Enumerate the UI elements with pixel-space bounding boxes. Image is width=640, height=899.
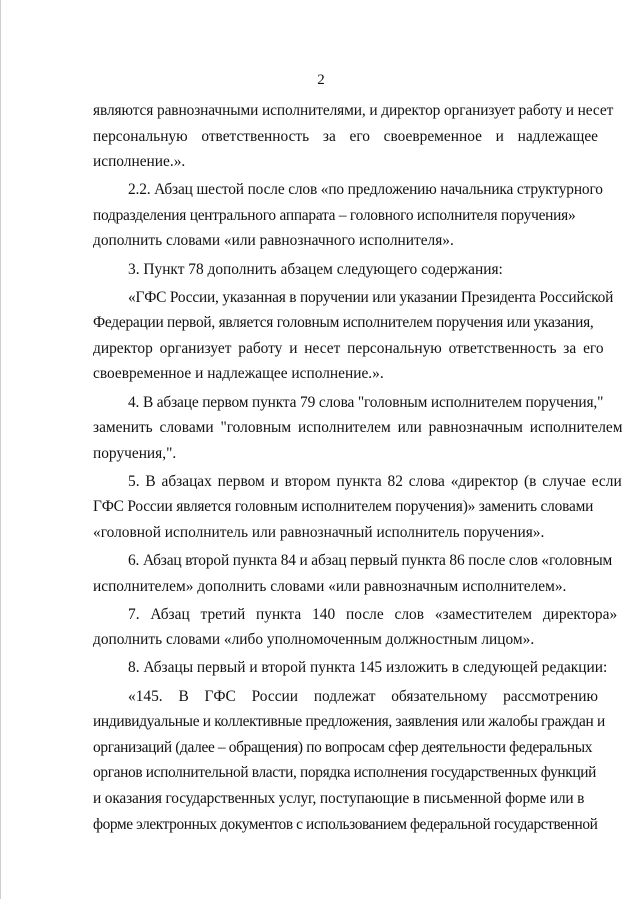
text-line	[93, 684, 598, 710]
paragraph-item-4	[93, 390, 623, 467]
text-line: дополнить словами «или равнозначного исполнителя».	[93, 232, 454, 250]
text-line: 3. Пункт 78 дополнить абзацем следующего содержания:	[128, 260, 503, 278]
word: ответственность	[201, 127, 310, 145]
text-line: 5. В абзацах первом и втором пункта 82 слова «директор (в случае если	[128, 472, 622, 490]
text-line: дополнить словами «либо уполномоченным должностным лицом».	[93, 631, 535, 649]
text-line: поручения,".	[93, 444, 177, 462]
word: и	[495, 127, 504, 145]
paragraph-2-2	[93, 177, 603, 254]
word: ГФС	[204, 687, 236, 705]
text-line	[93, 124, 598, 150]
paragraph-item-7	[93, 602, 618, 653]
word: В	[178, 687, 189, 705]
word: рассмотрению	[503, 687, 598, 705]
word: персональную	[93, 127, 188, 145]
paragraph-item-5	[93, 469, 622, 546]
paragraph-item-6	[93, 548, 613, 599]
text-line: исполнителем» дополнить словами «или равнозначным исполнителем».	[93, 577, 567, 595]
text-line: являются равнозначными исполнителями, и директор организует работу и несет	[93, 102, 614, 119]
paragraph-quote	[93, 285, 614, 387]
paragraph-continuation	[93, 98, 614, 175]
justified-line	[128, 684, 598, 710]
text-line: заменить словами "головным исполнителем или равнозначным исполнителем	[93, 419, 623, 437]
text-line: организаций (далее – обращения) по вопросам сфер деятельности федеральных	[93, 738, 593, 756]
text-line: индивидуальные и коллективные предложения, заявления или жалобы граждан и	[93, 713, 605, 731]
text-line: и оказания государственных услуг, поступающие в письменной форме или в	[93, 789, 585, 807]
text-line: своевременное и надлежащее исполнение.».	[93, 365, 384, 383]
paragraph-item-3	[93, 257, 598, 283]
word: обязательному	[391, 687, 488, 705]
page-number: 2	[317, 72, 325, 88]
text-line: 2.2. Абзац шестой после слов «по предложению начальника структурного	[128, 181, 603, 199]
word: «145.	[128, 687, 163, 705]
text-line: директор организует работу и несет персональную ответственность за его	[93, 339, 604, 357]
word: его	[349, 127, 370, 145]
text-line: ГФС России является головным исполнителем поручения)» заменить словами	[93, 498, 594, 516]
text-line: 7. Абзац третий пункта 140 после слов «заместителем директора»	[128, 605, 618, 623]
word: своевременное	[383, 127, 482, 145]
text-line: подразделения центрального аппарата – головного исполнителя поручения»	[93, 206, 576, 224]
text-line: органов исполнительной власти, порядка исполнения государственных функций	[93, 764, 597, 782]
paragraph-item-8	[93, 655, 608, 681]
text-line: Федерации первой, является головным исполнителем поручения или указания,	[93, 314, 594, 332]
text-line: форме электронных документов с использованием федеральной государственной	[93, 815, 598, 833]
word: подлежат	[313, 687, 376, 705]
text-line: исполнение.».	[93, 153, 186, 171]
paragraph-quote-145	[93, 684, 605, 838]
word: России	[251, 687, 299, 705]
word: надлежащее	[517, 127, 598, 145]
text-line: 8. Абзацы первый и второй пункта 145 изложить в следующей редакции:	[128, 659, 608, 677]
text-line: 6. Абзац второй пункта 84 и абзац первый пункта 86 после слов «головным	[128, 552, 613, 570]
text-line: «ГФС России, указанная в поручении или указании Президента Российской	[128, 288, 614, 306]
text-line: 4. В абзаце первом пункта 79 слова "головным исполнителем поручения,"	[128, 393, 604, 411]
justified-line	[93, 124, 598, 150]
document-body	[93, 98, 623, 840]
word: за	[322, 127, 336, 145]
text-line: «головной исполнитель или равнозначный исполнитель поручения».	[93, 524, 545, 541]
